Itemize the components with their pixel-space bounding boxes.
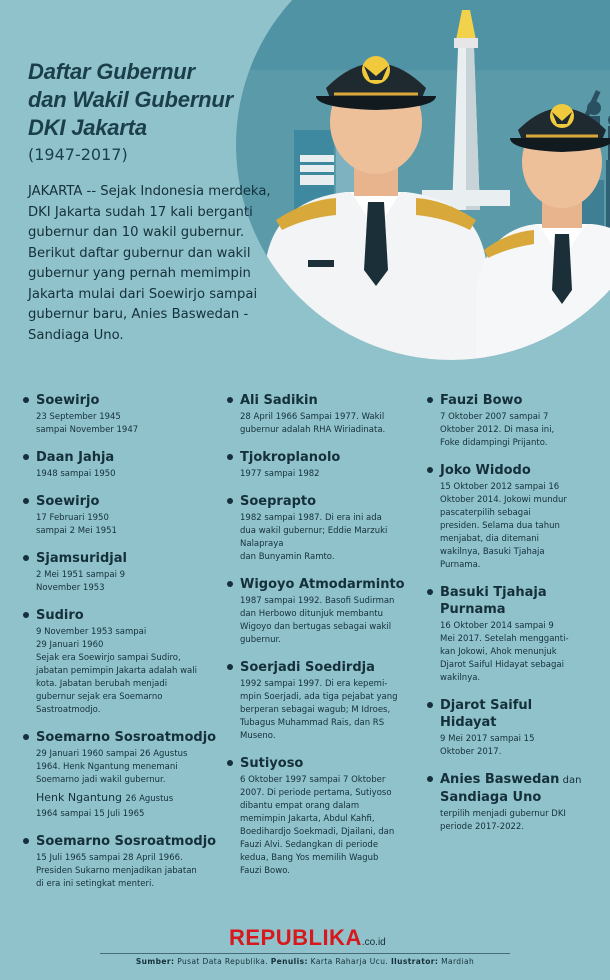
bullet-icon	[227, 581, 233, 587]
title-line: dan Wakil Gubernur	[28, 87, 234, 112]
credits-line	[0, 957, 610, 966]
governor-column-1	[22, 392, 220, 903]
governor-name: Djarot Saiful Hidayat	[440, 698, 533, 730]
governor-name: Sudiro	[36, 608, 84, 623]
vice-governor-name: Henk Ngantung	[36, 791, 123, 804]
governor-name: Wigoyo Atmodarminto	[240, 577, 405, 592]
page-title	[28, 58, 233, 142]
brand-logo	[229, 925, 386, 951]
governor-name: Basuki Tjahaja Purnama	[440, 585, 547, 617]
governor-detail: 1987 sampai 1992. Basofi Sudirman dan Herbowo ditunjuk membantu Wigoyo dan bertugas sebagai wakil gubernur.	[240, 596, 395, 645]
governor-name: Fauzi Bowo	[440, 393, 523, 408]
governor-detail: 7 Oktober 2007 sampai 7 Oktober 2012. Di masa ini, Foke didampingi Prijanto.	[440, 412, 555, 448]
governor-detail: 23 September 1945 sampai November 1947	[36, 412, 139, 435]
governor-name: Soerjadi Soedirdja	[240, 660, 375, 675]
governor-entry	[22, 550, 220, 595]
bullet-icon	[227, 664, 233, 670]
governor-name: Daan Jahja	[36, 450, 115, 465]
bullet-icon	[23, 454, 29, 460]
bullet-icon	[227, 498, 233, 504]
garuda-badge-icon	[362, 56, 390, 84]
vice-governor-name: Sandiaga Uno	[440, 790, 542, 805]
governor-entry	[426, 392, 604, 450]
title-line: DKI Jakarta	[28, 115, 147, 140]
governor-entry	[226, 659, 412, 743]
illustrator-label: Ilustrator:	[390, 957, 439, 966]
governor-detail: 9 November 1953 sampai 29 Januari 1960 Sejak era Soewirjo sampai Sudiro, jabatan pemimpin Jakarta adalah wali kota. Jabatan berubah menjadi gubernur sejak era Soemarno Sastroatmodjo.	[36, 627, 197, 715]
governor-entry	[22, 833, 220, 891]
bullet-icon	[23, 734, 29, 740]
governor-detail: 29 Januari 1960 sampai 26 Agustus 1964. Henk Ngantung menemani Soemarno jadi wakil gubernur.	[36, 749, 188, 785]
vice-governor-line	[36, 791, 220, 806]
bullet-icon	[427, 589, 433, 595]
governor-detail: 16 Oktober 2014 sampai 9 Mei 2017. Setelah mengganti- kan Jokowi, Ahok menunjuk Djarot Saiful Hidayat sebagai wakilnya.	[440, 621, 569, 683]
governor-entry	[226, 449, 412, 481]
governor-name: Sutiyoso	[240, 756, 304, 771]
governor-detail: 1992 sampai 1997. Di era kepemi- mpin Soerjadi, ada tiga pejabat yang berperan sebagai wagub; M Idroes, Tubagus Muhammad Rais, dan RS Museno.	[240, 679, 398, 741]
governor-detail: 15 Juli 1965 sampai 28 April 1966. Presiden Sukarno menjadikan jabatan di era ini setingkat menteri.	[36, 853, 197, 889]
governor-detail: 6 Oktober 1997 sampai 7 Oktober 2007. Di periode pertama, Sutiyoso dibantu empat orang dalam memimpin Jakarta, Abdul Kahfi, Boedihardjo Soekmadi, Djailani, dan Fauzi Alvi. Sedangkan di periode kedua, Bang Yos memilih Wagub Fauzi Bowo.	[240, 775, 395, 876]
governor-detail: 9 Mei 2017 sampai 15 Oktober 2017.	[440, 734, 535, 757]
governor-detail: 1948 sampai 1950	[36, 469, 116, 479]
governor-detail: 1982 sampai 1987. Di era ini ada dua wakil gubernur; Eddie Marzuki Nalapraya dan Bunyamin Ramto.	[240, 513, 388, 562]
vice-governor-date: 26 Agustus	[125, 794, 174, 804]
governor-name: Tjokroplanolo	[240, 450, 341, 465]
bullet-icon	[23, 397, 29, 403]
governor-entry	[22, 607, 220, 717]
governor-entry	[426, 771, 604, 834]
governor-entry	[426, 697, 604, 759]
illustrator-value: Mardiah	[441, 957, 475, 966]
year-range: (1947-2017)	[28, 145, 128, 164]
governor-detail: 2 Mei 1951 sampai 9 November 1953	[36, 570, 126, 593]
governor-name: Soemarno Sosroatmodjo	[36, 730, 217, 745]
governor-name-line	[440, 771, 604, 789]
intro-paragraph: JAKARTA -- Sejak Indonesia merdeka, DKI Jakarta sudah 17 kali berganti gubernur dan 10 wakil gubernur. Berikut daftar gubernur dan wakil gubernur yang pernah memimpin Jakarta mulai dari Soewirjo sampai gubernur baru, Anies Baswedan - Sandiaga Uno.	[28, 184, 271, 343]
governors-illustration	[236, 0, 610, 360]
bullet-icon	[23, 555, 29, 561]
governor-name: Soewirjo	[36, 393, 100, 408]
writer-label: Penulis:	[270, 957, 308, 966]
source-label: Sumber:	[135, 957, 175, 966]
governor-detail: terpilih menjadi gubernur DKI periode 2017-2022.	[440, 809, 566, 832]
bullet-icon	[427, 776, 433, 782]
governor-detail: 28 April 1966 Sampai 1977. Wakil gubernur adalah RHA Wiriadinata.	[240, 412, 386, 435]
footer-divider	[100, 953, 510, 954]
bullet-icon	[227, 454, 233, 460]
governor-entry	[22, 392, 220, 437]
governor-detail: 1977 sampai 1982	[240, 469, 320, 479]
governor-entry	[226, 392, 412, 437]
governor-entry	[22, 729, 220, 821]
governor-entry	[22, 493, 220, 538]
governor-entry	[226, 576, 412, 647]
bullet-icon	[23, 498, 29, 504]
governor-name: Soeprapto	[240, 494, 317, 509]
bullet-icon	[427, 467, 433, 473]
governor-column-3	[426, 392, 604, 846]
writer-value: Karta Raharja Ucu.	[310, 957, 389, 966]
governor-detail: 15 Oktober 2012 sampai 16 Oktober 2014. Jokowi mundur pascaterpilih sebagai presiden. Selama dua tahun menjabat, dia ditemani wakilnya, Basuki Tjahaja Purnama.	[440, 482, 567, 570]
name-conjunction: dan	[559, 775, 582, 786]
governor-detail: 17 Februari 1950 sampai 2 Mei 1951	[36, 513, 117, 536]
brand-domain: .co.id	[361, 937, 386, 948]
governor-name: Sjamsuridjal	[36, 551, 127, 566]
governor-entry	[426, 584, 604, 685]
title-line: Daftar Gubernur	[28, 59, 195, 84]
governor-name: Soewirjo	[36, 494, 100, 509]
bullet-icon	[23, 838, 29, 844]
source-value: Pusat Data Republika.	[177, 957, 268, 966]
garuda-badge-icon	[550, 104, 574, 128]
governor-name: Anies Baswedan	[440, 772, 560, 787]
governor-name: Soemarno Sosroatmodjo	[36, 834, 217, 849]
governor-name: Joko Widodo	[440, 463, 531, 478]
governor-entry	[22, 449, 220, 481]
governor-column-2	[226, 392, 412, 890]
bullet-icon	[227, 760, 233, 766]
bullet-icon	[23, 612, 29, 618]
bullet-icon	[427, 702, 433, 708]
governor-entry	[226, 755, 412, 878]
governor-name: Ali Sadikin	[240, 393, 318, 408]
bullet-icon	[427, 397, 433, 403]
brand-name: REPUBLIKA	[229, 925, 362, 950]
governor-entry	[426, 462, 604, 572]
vice-governor-detail: 1964 sampai 15 Juli 1965	[36, 809, 145, 819]
governor-entry	[226, 493, 412, 564]
bullet-icon	[227, 397, 233, 403]
